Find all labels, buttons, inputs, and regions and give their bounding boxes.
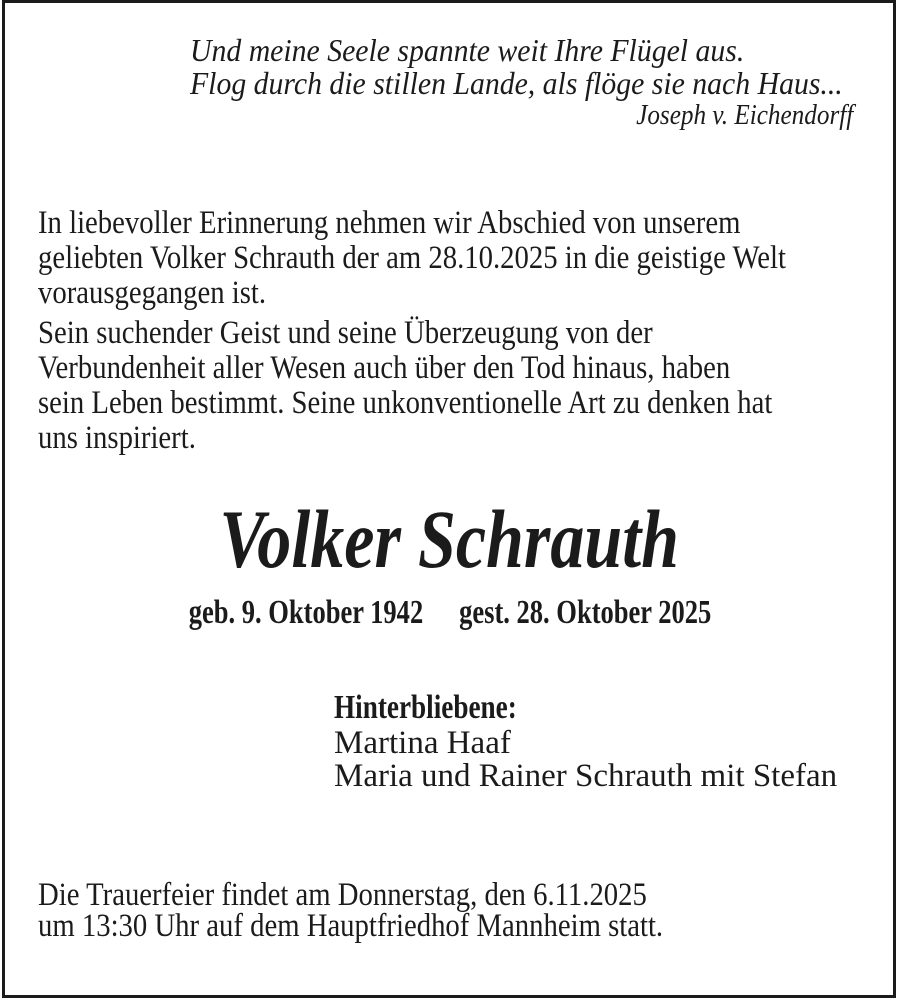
quote-attribution: Joseph v. Eichendorff bbox=[635, 100, 853, 131]
quote-line: Flog durch die stillen Lande, als flöge sie nach Haus... bbox=[190, 65, 843, 101]
survivors-list bbox=[334, 727, 837, 793]
paragraph-line: geliebten Volker Schrauth der am 28.10.2025 in die geistige Welt bbox=[38, 240, 786, 276]
funeral-info-line: um 13:30 Uhr auf dem Hauptfriedhof Mannheim statt. bbox=[38, 908, 664, 944]
funeral-info bbox=[38, 877, 757, 944]
quote-line: Und meine Seele spannte weit Ihre Flügel aus. bbox=[190, 32, 745, 68]
paragraph-line: uns inspiriert. bbox=[38, 420, 196, 456]
birth-date: geb. 9. Oktober 1942 bbox=[188, 594, 423, 631]
paragraph-line: Sein suchender Geist und seine Überzeugung von der bbox=[38, 315, 653, 351]
survivor-name: Maria und Rainer Schrauth mit Stefan bbox=[334, 758, 838, 794]
funeral-info-line: Die Trauerfeier findet am Donnerstag, den 6.11.2025 bbox=[38, 877, 647, 913]
memorial-quote bbox=[190, 34, 853, 131]
paragraph-line: sein Leben bestimmt. Seine unkonventionelle Art zu denken hat bbox=[38, 385, 773, 421]
death-date: gest. 28. Oktober 2025 bbox=[458, 594, 711, 631]
deceased-name: Volker Schrauth bbox=[219, 493, 680, 585]
life-dates bbox=[0, 593, 899, 633]
survivor-name: Martina Haaf bbox=[334, 725, 511, 761]
obituary-paragraph-2 bbox=[38, 316, 882, 456]
paragraph-line: In liebevoller Erinnerung nehmen wir Abschied von unserem bbox=[38, 205, 741, 241]
paragraph-line: vorausgegangen ist. bbox=[38, 275, 267, 311]
obituary-paragraph-1 bbox=[38, 206, 898, 311]
paragraph-line: Verbundenheit aller Wesen auch über den Tod hinaus, haben bbox=[38, 350, 731, 386]
survivors-heading: Hinterbliebene: bbox=[334, 689, 517, 726]
